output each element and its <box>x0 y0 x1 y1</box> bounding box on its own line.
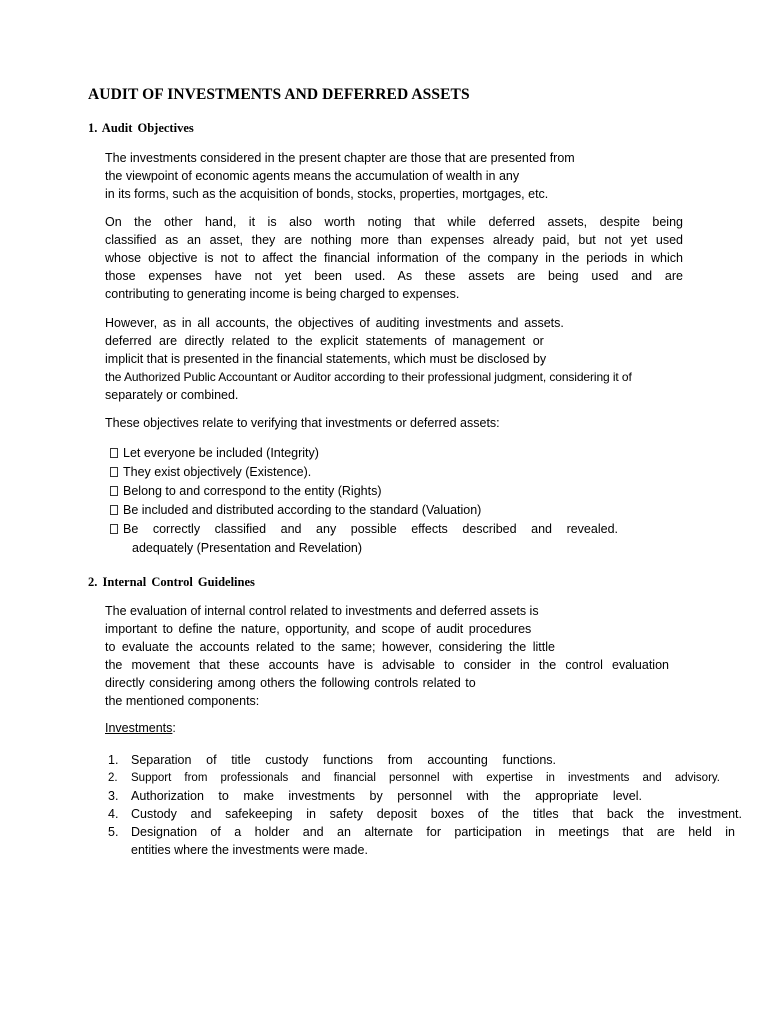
text-line: the mentioned components: <box>105 694 260 708</box>
list-item <box>108 769 720 787</box>
text-line: the viewpoint of economic agents means the accumulation of wealth in any <box>105 169 520 183</box>
text-line: the movement that these accounts have is advisable to consider in the control evaluation <box>105 658 669 672</box>
text-line: deferred are directly related to the explicit statements of management or <box>105 334 544 348</box>
list-item-continuation: adequately (Presentation and Revelation) <box>132 541 363 555</box>
document-title: AUDIT OF INVESTMENTS AND DEFERRED ASSETS <box>88 86 470 103</box>
text-line: directly considering among others the following controls related to <box>105 676 476 690</box>
list-item-text: Support from professionals and financial personnel with expertise in investments and advisory. <box>131 772 720 784</box>
text-line: The investments considered in the present chapter are those that are presented from <box>105 151 575 165</box>
list-item-number: 2. <box>108 772 118 784</box>
investments-subheading <box>105 721 176 735</box>
text-line: those expenses have not yet been used. As these assets are being used and are <box>105 269 683 283</box>
paragraph-audit-objectives <box>105 314 683 404</box>
text-line: the Authorized Public Accountant or Auditor according to their professional judgment, considering it of <box>105 370 632 384</box>
paragraph-objectives-intro <box>105 414 683 432</box>
investments-label: Investments <box>105 721 173 735</box>
bullet-box-icon <box>110 486 118 496</box>
text-line: important to define the nature, opportunity, and scope of audit procedures <box>105 622 532 636</box>
list-item-number: 4. <box>108 807 119 821</box>
bullet-box-icon <box>110 448 118 458</box>
list-item <box>110 501 618 520</box>
paragraph-deferred-assets <box>105 213 683 303</box>
list-item-text: Designation of a holder and an alternate for participation in meetings that are held in <box>131 825 735 839</box>
list-item <box>110 482 618 501</box>
list-item-text: Authorization to make investments by personnel with the appropriate level. <box>131 789 642 803</box>
list-item-text: Custody and safekeeping in safety deposit boxes of the titles that back the investment. <box>131 807 742 821</box>
investment-controls-list <box>108 751 742 859</box>
list-item-text: Belong to and correspond to the entity (Rights) <box>123 484 382 498</box>
list-item <box>108 787 642 805</box>
section-heading-internal-control: 2. Internal Control Guidelines <box>88 575 255 589</box>
text-line: separately or combined. <box>105 388 239 402</box>
text-line: contributing to generating income is being charged to expenses. <box>105 287 460 301</box>
text-line: The evaluation of internal control related to investments and deferred assets is <box>105 604 539 618</box>
text-line: On the other hand, it is also worth noting that while deferred assets, despite being <box>105 215 683 229</box>
list-item-text: Be included and distributed according to the standard (Valuation) <box>123 503 482 517</box>
list-item-number: 5. <box>108 825 119 839</box>
bullet-box-icon <box>110 467 118 477</box>
list-item <box>110 444 618 463</box>
text-line: implicit that is presented in the financial statements, which must be disclosed by <box>105 352 547 366</box>
paragraph-investments-definition <box>105 149 683 203</box>
text-line: classified as an asset, they are nothing more than expenses already paid, but not yet used <box>105 233 683 247</box>
list-item-number: 1. <box>108 753 119 767</box>
text-line: whose objective is not to affect the financial information of the company in the periods in which <box>105 251 683 265</box>
list-item <box>108 823 735 841</box>
text-line: to evaluate the accounts related to the same; however, considering the little <box>105 640 555 654</box>
list-item-text: They exist objectively (Existence). <box>123 465 312 479</box>
list-item-continuation: entities where the investments were made. <box>131 843 368 857</box>
list-item-text: Separation of title custody functions from accounting functions. <box>131 753 556 767</box>
bullet-box-icon <box>110 524 118 534</box>
list-item <box>108 751 556 769</box>
list-item-text: Let everyone be included (Integrity) <box>123 446 319 460</box>
objectives-bullet-list <box>110 444 618 558</box>
bullet-box-icon <box>110 505 118 515</box>
list-item <box>108 805 742 823</box>
investments-colon: : <box>172 721 176 735</box>
section-heading-audit-objectives: 1. Audit Objectives <box>88 121 194 135</box>
list-item <box>110 463 618 482</box>
paragraph-internal-control <box>105 602 683 710</box>
text-line: in its forms, such as the acquisition of bonds, stocks, properties, mortgages, etc. <box>105 187 549 201</box>
list-item-number: 3. <box>108 789 119 803</box>
list-item <box>110 520 618 539</box>
text-line: However, as in all accounts, the objectives of auditing investments and assets. <box>105 316 564 330</box>
list-item-text: Be correctly classified and any possible effects described and revealed. <box>123 522 618 536</box>
text-line: These objectives relate to verifying that investments or deferred assets: <box>105 416 500 430</box>
